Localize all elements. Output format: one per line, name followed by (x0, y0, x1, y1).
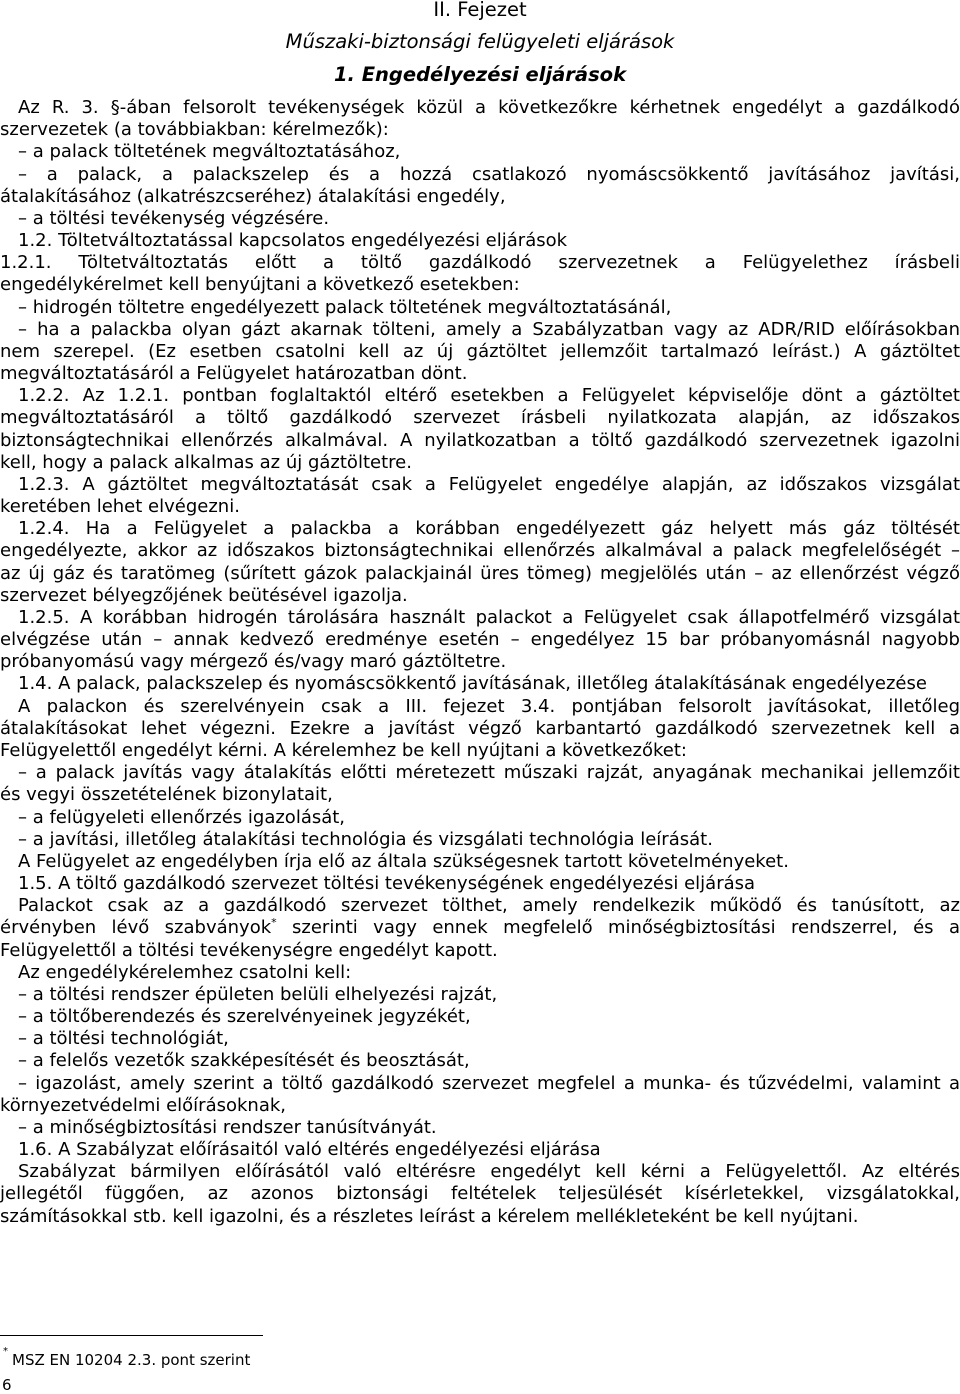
paragraph-line: Felügyelettől engedélyt kérni. A kérelemhez be kell nyújtani a következőket: (0, 739, 687, 761)
list-item-continuation: nem szerepel. (Ez esetben csatolni kell az új gáztöltet jellemzőit tartalmazó leírást.) A gáztöltet (0, 340, 960, 362)
section-heading-1-6: 1.6. A Szabályzat előírásaitól való eltérés engedélyezési eljárása (18, 1139, 601, 1161)
section-heading-1-2: 1.2. Töltetváltoztatással kapcsolatos engedélyezési eljárások (18, 230, 568, 252)
list-item: – a felügyeleti ellenőrzés igazolását, (18, 806, 346, 828)
paragraph-line: Az engedélykérelemhez csatolni kell: (18, 961, 352, 983)
list-item-continuation: környezetvédelmi előírásoknak, (0, 1094, 286, 1116)
paragraph-line: A palackon és szerelvényein csak a III. fejezet 3.4. pontjában felsorolt javításokat, illetőleg (18, 695, 960, 717)
list-item: – a javítási, illetőleg átalakítási technológia és vizsgálati technológia leírását. (18, 828, 713, 850)
paragraph-line: engedélykérelmet kell benyújtani a következő esetekben: (0, 274, 520, 296)
list-item: – a töltési rendszer épületen belüli elhelyezési rajzát, (18, 983, 498, 1005)
paragraph-line: próbanyomású vagy mérgező és/vagy maró gáztöltetre. (0, 651, 507, 673)
paragraph-line: 1.2.3. A gáztöltet megváltoztatását csak a Felügyelet engedélye alapján, az időszakos vizsgálat (18, 473, 960, 495)
list-item: – a palack töltetének megváltoztatásához, (18, 141, 401, 163)
paragraph-line: jellegétől függően, az azonos biztonsági feltételek teljesülését kísérletekkel, vizsgálatokkal, (0, 1183, 960, 1205)
paragraph-line: szervezetek (a továbbiakban: kérelmezők): (0, 119, 389, 141)
paragraph-line: engedélyezte, akkor az időszakos biztonságtechnikai ellenőrzés alkalmával a palack megfelelőségét – (0, 540, 960, 562)
list-item: – a felelős vezetők szakképesítését és beosztását, (18, 1050, 470, 1072)
paragraph-line: számításokkal stb. kell igazolni, és a részletes leírást a kérelem mellékleteként be kell nyújtani. (0, 1205, 859, 1227)
chapter-title: II. Fejezet (433, 0, 527, 21)
paragraph-line: A Felügyelet az engedélyben írja elő az általa szükségesnek tartott követelményeket. (18, 850, 789, 872)
paragraph-line (0, 917, 960, 939)
list-item-continuation: átalakításához (alkatrészcseréhez) átalakítási engedély, (0, 185, 506, 207)
footnote-text: MSZ EN 10204 2.3. pont szerint (12, 1351, 251, 1369)
list-item: – a palack, a palackszelep és a hozzá csatlakozó nyomáscsökkentő javításához javítási, (18, 163, 960, 185)
paragraph-line: megváltoztatásáról a Felügyelet határozatban dönt. (0, 363, 468, 385)
line-text: érvényben lévő szabványok (0, 917, 272, 939)
paragraph-line: Felügyelettől a töltési tevékenységre engedélyt kapott. (0, 939, 498, 961)
section-heading-1-5: 1.5. A töltő gazdálkodó szervezet töltési tevékenységének engedélyezési eljárása (18, 873, 756, 895)
subsection-title: 1. Engedélyezési eljárások (333, 63, 627, 86)
paragraph-line: 1.2.2. Az 1.2.1. pontban foglaltaktól eltérő esetekben a Felügyelet képviselője dönt a gáztöltet (18, 385, 960, 407)
section-title: Műszaki-biztonsági felügyeleti eljárások (285, 30, 675, 53)
paragraph-line: keretében lehet elvégezni. (0, 496, 240, 518)
list-item: – a töltőberendezés és szerelvényeinek jegyzékét, (18, 1006, 471, 1028)
footnote-marker: * (3, 1346, 8, 1357)
document-body (0, 97, 960, 1228)
footnote-reference: * (271, 917, 277, 930)
paragraph-line: kell, hogy a palack alkalmas az új gáztöltetre. (0, 451, 412, 473)
paragraph-line: szervezet bélyegzőjének beütésével igazolja. (0, 584, 408, 606)
line-text: szerinti vagy ennek megfelelő minőségbiztosítási rendszerrel, és a (276, 917, 960, 939)
paragraph-line: Szabályzat bármilyen előírásától való eltérésre engedélyt kell kérni a Felügyelettől. Az eltérés (18, 1161, 960, 1183)
paragraph-line: 1.2.1. Töltetváltoztatás előtt a töltő gazdálkodó szervezetnek a Felügyelethez írásbeli (0, 252, 960, 274)
list-item: – hidrogén töltetre engedélyezett palack töltetének megváltoztatásánál, (18, 296, 672, 318)
paragraph-line: elvégzése után – annak kedvező eredménye esetén – engedélyez 15 bar próbanyomásnál nagyobb (0, 629, 960, 651)
paragraph-line: az új gáz és taratömeg (sűrített gázok palackjainál üres tömeg) megjelölés után – az ellenőrzést végző (0, 562, 960, 584)
paragraph-line: 1.2.4. Ha a Felügyelet a palackba a korábban engedélyezett gáz helyett más gáz töltését (18, 518, 960, 540)
paragraph-line: megváltoztatásáról a töltő gazdálkodó szervezet írásbeli nyilatkozata alapján, az időszakos (0, 407, 960, 429)
page-number: 6 (2, 1376, 12, 1394)
paragraph-line: Palackot csak az a gazdálkodó szervezet tölthet, amely rendelkezik működő és tanúsított, az (18, 895, 960, 917)
list-item: – a töltési tevékenység végzésére. (18, 207, 330, 229)
footnote-separator (0, 1335, 263, 1336)
list-item: – a töltési technológiát, (18, 1028, 229, 1050)
paragraph-line: 1.2.5. A korábban hidrogén tárolására használt palackot a Felügyelet csak állapotfelmérő vizsgálat (18, 606, 960, 628)
section-heading-1-4: 1.4. A palack, palackszelep és nyomáscsökkentő javításának, illetőleg átalakításának engedélyezése (18, 673, 927, 695)
paragraph-line: biztonságtechnikai ellenőrzés alkalmával. A nyilatkozatban a töltő gazdálkodó szervezetnek igazolni (0, 429, 960, 451)
paragraph-line: átalakításokat lehet végezni. Ezekre a javítást végző karbantartó gazdálkodó szervezetnek kell a (0, 717, 960, 739)
list-item: – ha a palackba olyan gázt akarnak tölteni, amely a Szabályzatban vagy az ADR/RID előírásokban (18, 318, 960, 340)
list-item: – a palack javítás vagy átalakítás előtti méretezett műszaki rajzát, anyagának mechanikai jellemzőit (18, 762, 960, 784)
list-item: – a minőségbiztosítási rendszer tanúsítványát. (18, 1116, 437, 1138)
list-item-continuation: és vegyi összetételének bizonylatait, (0, 784, 333, 806)
paragraph-line: Az R. 3. §-ában felsorolt tevékenységek közül a következőkre kérhetnek engedélyt a gazdálkodó (18, 97, 960, 118)
list-item: – igazolást, amely szerint a töltő gazdálkodó szervezet megfelel a munka- és tűzvédelmi, valamint a (18, 1072, 960, 1094)
